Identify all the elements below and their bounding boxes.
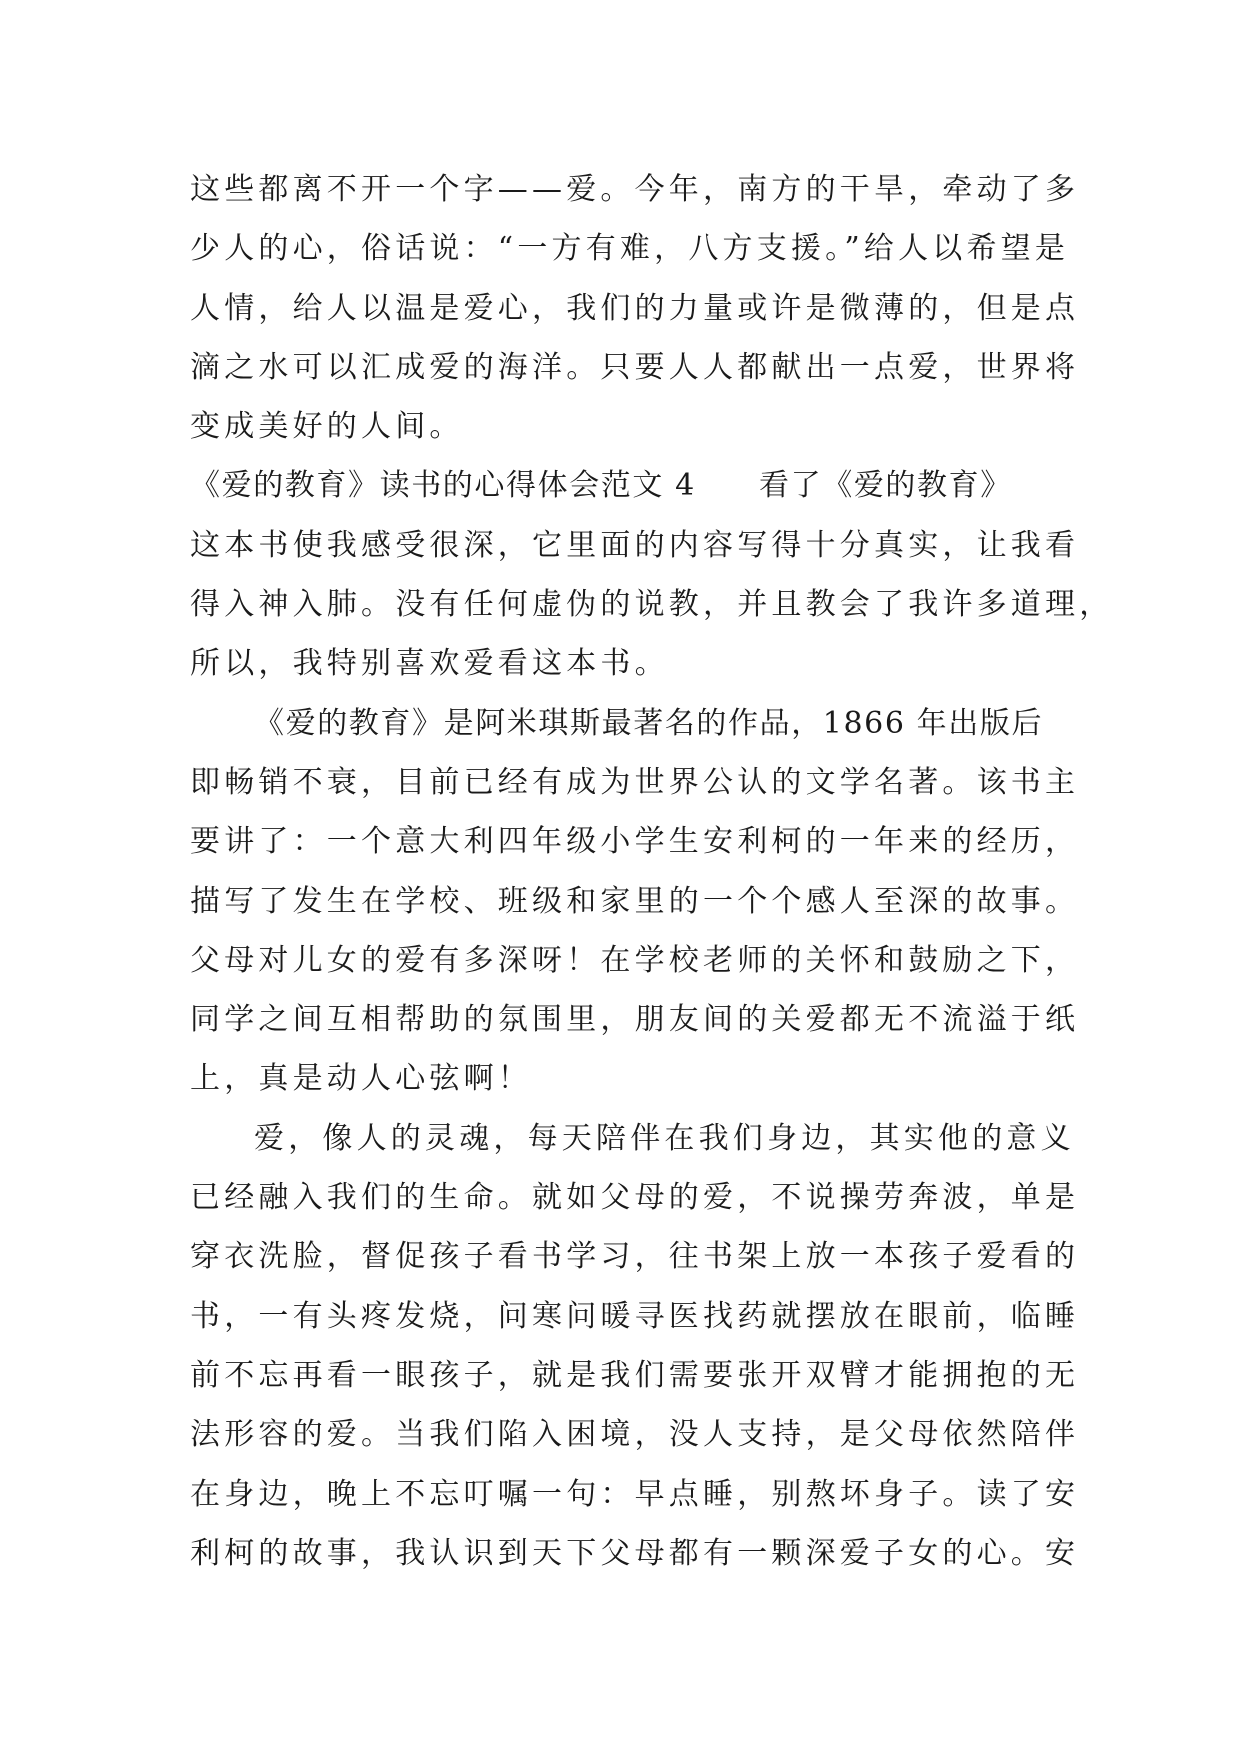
- text-line: 利柯的故事，我认识到天下父母都有一颗深爱子女的心。安: [190, 1535, 1080, 1571]
- text-line: 书，一有头疼发烧，问寒问暖寻医找药就摆放在眼前，临睡: [190, 1298, 1080, 1334]
- section-heading-line: 《爱的教育》读书的心得体会范文 4 看了《爱的教育》: [190, 468, 1012, 504]
- text-line: 在身边，晚上不忘叮嘱一句：早点睡，别熬坏身子。读了安: [190, 1476, 1080, 1512]
- text-line: 已经融入我们的生命。就如父母的爱，不说操劳奔波，单是: [190, 1180, 1080, 1216]
- text-line: 要讲了：一个意大利四年级小学生安利柯的一年来的经历，: [190, 824, 1080, 860]
- text-line: 少人的心，俗话说：“一方有难，八方支援。”给人以希望是: [190, 231, 1070, 267]
- text-line: 前不忘再看一眼孩子，就是我们需要张开双臂才能拥抱的无: [190, 1357, 1080, 1393]
- text-line: 父母对儿女的爱有多深呀！在学校老师的关怀和鼓励之下，: [190, 942, 1080, 978]
- text-line: 得入神入肺。没有任何虚伪的说教，并且教会了我许多道理，: [190, 587, 1114, 623]
- text-line: 变成美好的人间。: [190, 409, 464, 445]
- paragraph-first-line: 《爱的教育》是阿米琪斯最著名的作品，1866 年出版后: [254, 705, 1044, 741]
- text-line: 这些都离不开一个字——爱。今年，南方的干旱，牵动了多: [190, 172, 1080, 207]
- text-line: 人情，给人以温是爱心，我们的力量或许是微薄的，但是点: [190, 290, 1080, 326]
- text-line: 穿衣洗脸，督促孩子看书学习，往书架上放一本孩子爱看的: [190, 1239, 1080, 1275]
- text-line: 这本书使我感受很深，它里面的内容写得十分真实，让我看: [190, 527, 1080, 563]
- text-line: 滴之水可以汇成爱的海洋。只要人人都献出一点爱，世界将: [190, 349, 1080, 385]
- document-body: [190, 160, 1114, 1583]
- paragraph-first-line: 爱，像人的灵魂，每天陪伴在我们身边，其实他的意义: [254, 1120, 1075, 1156]
- text-line: 上，真是动人心弦啊！: [190, 1061, 532, 1097]
- text-line: 即畅销不衰，目前已经有成为世界公认的文学名著。该书主: [190, 764, 1080, 800]
- text-line: 法形容的爱。当我们陷入困境，没人支持，是父母依然陪伴: [190, 1417, 1080, 1453]
- text-line: 同学之间互相帮助的氛围里，朋友间的关爱都无不流溢于纸: [190, 1002, 1080, 1038]
- text-line: 所以，我特别喜欢爱看这本书。: [190, 646, 669, 682]
- text-line: 描写了发生在学校、班级和家里的一个个感人至深的故事。: [190, 883, 1080, 919]
